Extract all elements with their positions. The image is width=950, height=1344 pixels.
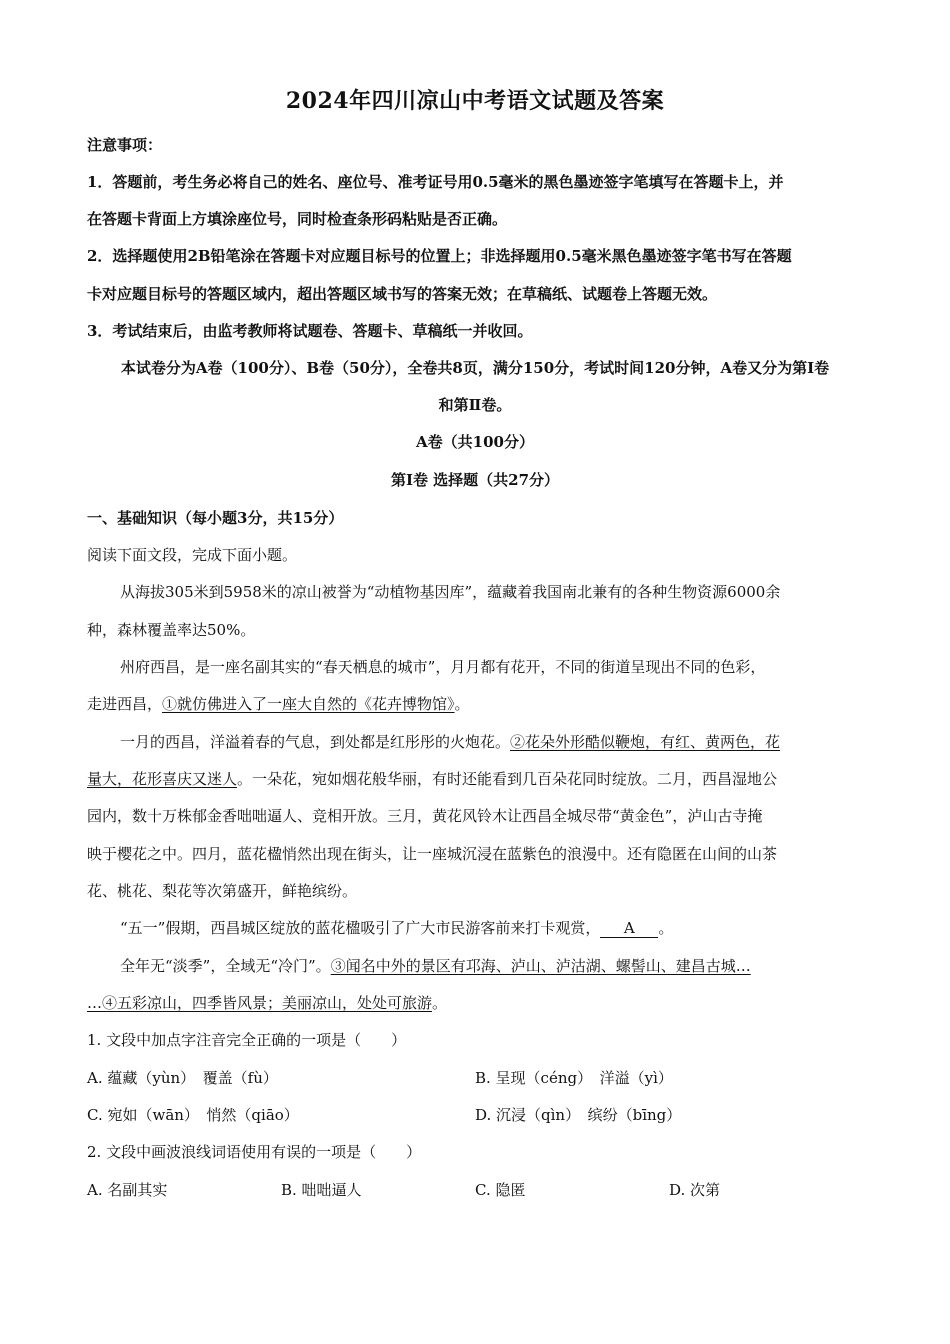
notice-item-2-line-2: 卡对应题目标号的答题区域内，超出答题区域书写的答案无效；在草稿纸、试题卷上答题无效。 [87,285,718,303]
passage-text: 。 [658,919,674,937]
question-1-stem: 1. 文段中加点字注音完全正确的一项是（ ） [87,1031,407,1049]
underlined-sentence-1: ①就仿佛进入了一座大自然的《花卉博物馆》 [162,695,455,713]
fill-blank-a: A [600,919,658,938]
passage-p3-line-5: 花、桃花、梨花等次第盛开，鲜艳缤纷。 [87,882,358,900]
passage-text: 一月的西昌，洋溢着春的气息，到处都是红彤彤的火炮花。 [120,733,511,751]
underlined-sentence-2-cont: 量大，花形喜庆又迷人 [87,770,238,788]
passage-text: 走进西昌， [87,695,163,713]
passage-p3-line-2 [87,768,777,789]
notice-item-1-line-1: 1．答题前，考生务必将自己的姓名、座位号、准考证号用0.5毫米的黑色墨迹签字笔填写在答题卡上，并 [87,173,784,191]
notice-item-2-line-1: 2．选择题使用2B铅笔涂在答题卡对应题目标号的位置上；非选择题用0.5毫米黑色墨迹签字笔书写在答题 [87,247,792,265]
page-title: 2024年四川凉山中考语文试题及答案 [285,88,665,114]
intro-line-2: 和第Ⅱ卷。 [438,396,512,414]
passage-p2-line-2 [87,693,470,714]
passage-p5-line-2 [87,992,447,1013]
question-2-option-b[interactable]: B. 咄咄逼人 [281,1181,362,1199]
question-section-heading: 一、基础知识（每小题3分，共15分） [87,509,344,527]
reading-instruction: 阅读下面文段，完成下面小题。 [87,546,298,564]
question-2-option-c[interactable]: C. 隐匿 [475,1181,526,1199]
underlined-sentence-3-cont: … [87,994,102,1012]
question-2-stem: 2. 文段中画波浪线词语使用有误的一项是（ ） [87,1143,422,1161]
passage-p3-line-1 [120,731,780,752]
passage-text: 。 [454,695,470,713]
notice-item-3: 3．考试结束后，由监考教师将试题卷、答题卡、草稿纸一并收回。 [87,322,533,340]
passage-p1-line-1: 从海拔305米到5958米的凉山被誉为“动植物基因库”，蕴藏着我国南北兼有的各种生物资源6000余 [120,583,781,601]
section-a-heading: A卷（共100分） [416,433,534,451]
passage-p1-line-2: 种，森林覆盖率达50%。 [87,621,256,639]
question-1-option-b[interactable]: B. 呈现（céng） 洋溢（yì） [475,1069,673,1087]
passage-p3-line-4: 映于樱花之中。四月，蓝花楹悄然出现在街头，让一座城沉浸在蓝紫色的浪漫中。还有隐匿在山间的山茶 [87,845,778,863]
question-2-option-d[interactable]: D. 次第 [669,1181,721,1199]
passage-text: 。一朵花，宛如烟花般华丽，有时还能看到几百朵花同时绽放。二月，西昌湿地公 [237,770,778,788]
notice-heading: 注意事项： [87,136,163,154]
passage-p5-line-1 [120,955,751,976]
question-1-option-c[interactable]: C. 宛如（wān） 悄然（qiāo） [87,1106,299,1124]
passage-text: 全年无“淡季”，全域无“冷门”。 [120,957,331,975]
underlined-sentence-4: ④五彩凉山，四季皆风景；美丽凉山，处处可旅游 [102,994,433,1012]
part-1-heading: 第Ⅰ卷 选择题（共27分） [390,471,560,489]
notice-item-1-line-2: 在答题卡背面上方填涂座位号，同时检查条形码粘贴是否正确。 [87,210,508,228]
question-1-option-a[interactable]: A. 蕴藏（yùn） 覆盖（fù） [87,1069,278,1087]
underlined-sentence-3: ③闻名中外的景区有邛海、泸山、泸沽湖、螺髻山、建昌古城… [330,957,751,975]
question-2-option-a[interactable]: A. 名副其实 [87,1181,168,1199]
passage-p4 [120,917,673,938]
intro-line-1: 本试卷分为A卷（100分）、B卷（50分），全卷共8页，满分150分，考试时间120分钟，A卷又分为第Ⅰ卷 [120,359,830,377]
underlined-sentence-2: ②花朵外形酷似鞭炮，有红、黄两色，花 [510,733,781,751]
passage-p3-line-3: 园内，数十万株郁金香咄咄逼人、竞相开放。三月，黄花风铃木让西昌全城尽带“黄金色”，泸山古寺掩 [87,807,763,825]
passage-text: 。 [432,994,448,1012]
passage-p2-line-1: 州府西昌，是一座名副其实的“春天栖息的城市”，月月都有花开，不同的街道呈现出不同的色彩， [120,658,766,676]
passage-text: “五一”假期，西昌城区绽放的蓝花楹吸引了广大市民游客前来打卡观赏， [120,919,601,937]
question-1-option-d[interactable]: D. 沉浸（qìn） 缤纷（bīng） [475,1106,682,1124]
